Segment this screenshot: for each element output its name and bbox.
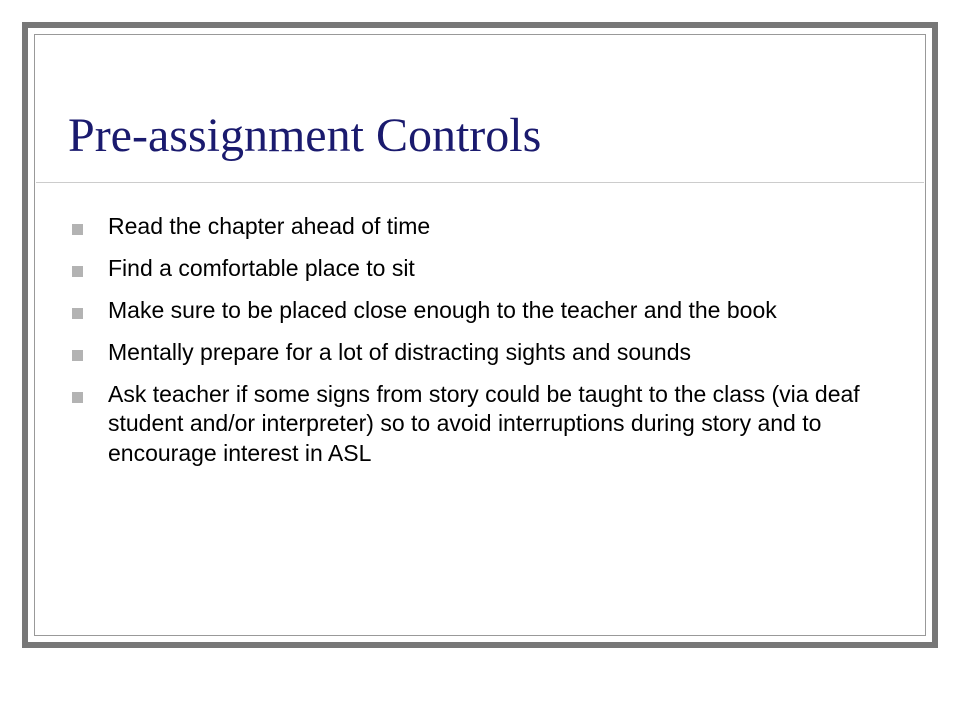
square-bullet-icon — [72, 224, 83, 235]
bullet-text: Read the chapter ahead of time — [108, 213, 431, 239]
bullet-item — [70, 338, 910, 368]
slide-frame — [22, 22, 938, 648]
bullet-list — [70, 212, 910, 481]
bullet-item — [70, 296, 910, 326]
title-divider — [36, 182, 924, 183]
bullet-text: Ask teacher if some signs from story could be taught to the class (via deaf student and/or interpreter) so to avoid interruptions during story and to encourage interest in ASL — [108, 380, 860, 467]
square-bullet-icon — [72, 266, 83, 277]
square-bullet-icon — [72, 392, 83, 403]
slide-title: Pre-assignment Controls — [68, 109, 542, 162]
bullet-item — [70, 380, 910, 470]
bullet-text: Find a comfortable place to sit — [108, 254, 415, 281]
square-bullet-icon — [72, 308, 83, 319]
bullet-item — [70, 212, 910, 242]
bullet-item — [70, 254, 910, 284]
square-bullet-icon — [72, 350, 83, 361]
bullet-text: Mentally prepare for a lot of distracting sights and sounds — [108, 338, 691, 365]
bullet-text: Make sure to be placed close enough to the teacher and the book — [108, 296, 777, 323]
